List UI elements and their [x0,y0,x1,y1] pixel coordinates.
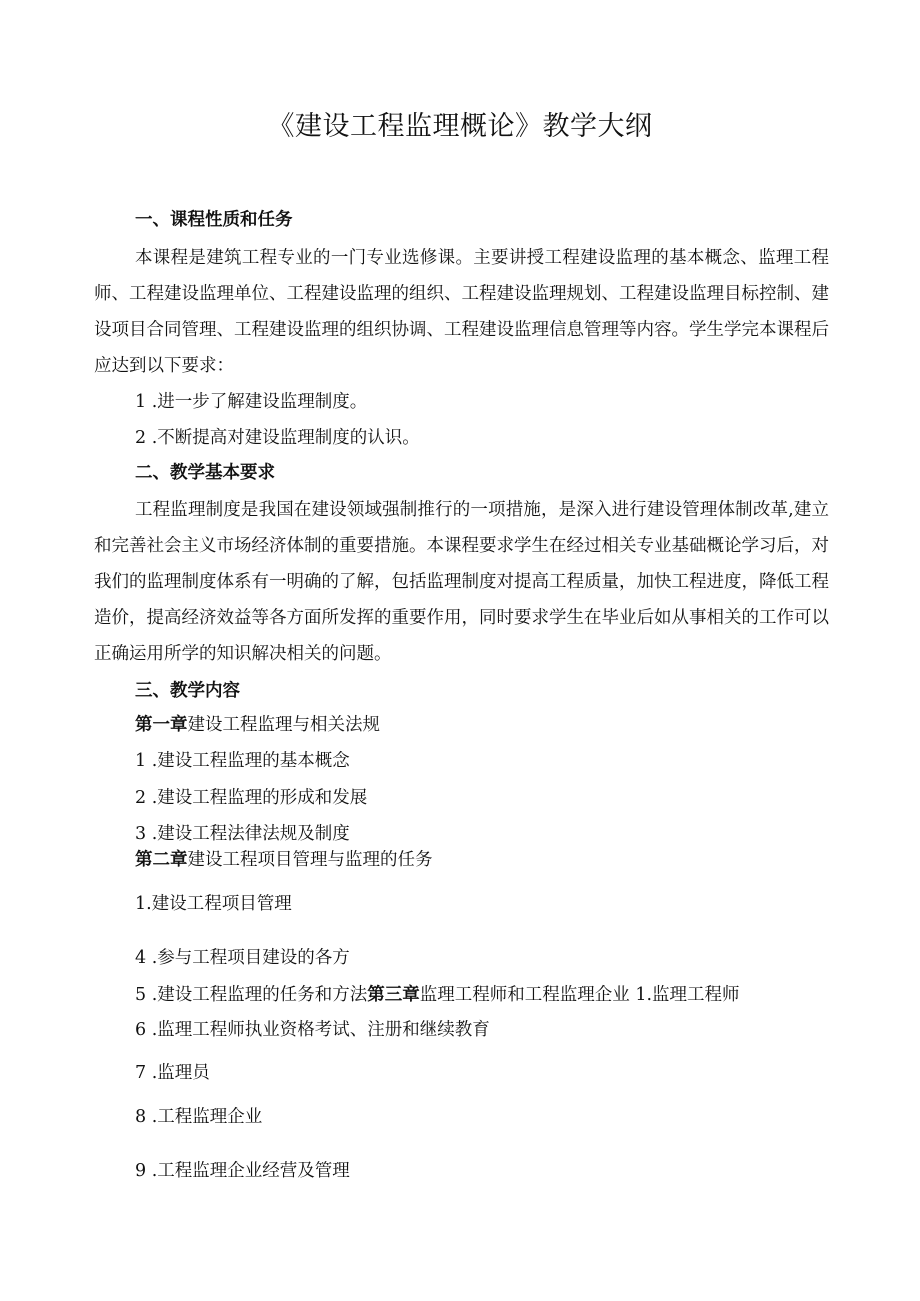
section-1-item-2: 2 .不断提高对建设监理制度的认识。 [135,428,420,448]
section-1-heading: 一、课程性质和任务 [135,210,293,230]
section-2-heading: 二、教学基本要求 [135,463,275,483]
chapter-1-label: 第一章 [135,715,188,735]
section-1-paragraph: 本课程是建筑工程专业的一门专业选修课。主要讲授工程建设监理的基本概念、监理工程师、工程建设监理单位、工程建设监理的组织、工程建设监理规划、工程建设监理目标控制、建设项目合同管理、工程建设监理的组织协调、工程建设监理信息管理等内容。学生学完本课程后应达到以下要求： [94,248,829,376]
section-1-item-1: 1 .进一步了解建设监理制度。 [135,392,368,412]
list-item-5-text: 5 .建设工程监理的任务和方法 [135,985,368,1005]
chapter-1-item-3: 3 .建设工程法律法规及制度 [135,824,350,844]
list-item-4: 4 .参与工程项目建设的各方 [135,948,350,968]
chapter-1-heading [135,713,380,737]
list-item-8: 8 .工程监理企业 [135,1107,263,1127]
list-item-6: 6 .监理工程师执业资格考试、注册和继续教育 [135,1020,490,1040]
document-title: 《建设工程监理概论》教学大纲 [267,111,653,142]
chapter-2-label: 第二章 [135,850,188,870]
chapter-3-title: 监理工程师和工程监理企业 1.监理工程师 [419,985,740,1005]
section-3-heading: 三、教学内容 [135,681,240,701]
chapter-1-item-1: 1 .建设工程监理的基本概念 [135,751,350,771]
chapter-2-item-1: 1.建设工程项目管理 [135,894,292,914]
chapter-1-title: 建设工程监理与相关法规 [187,715,380,735]
chapter-1-item-2: 2 .建设工程监理的形成和发展 [135,788,368,808]
chapter-3-label: 第三章 [367,985,420,1005]
chapter-2-heading [135,848,433,872]
list-item-5 [135,983,740,1007]
section-2-paragraph: 工程监理制度是我国在建设领域强制推行的一项措施，是深入进行建设管理体制改革,建立和完善社会主义市场经济体制的重要措施。本课程要求学生在经过相关专业基础概论学习后，对我们的监理制度体系有一明确的了解，包括监理制度对提高工程质量，加快工程进度，降低工程造价，提高经济效益等各方面所发挥的重要作用，同时要求学生在毕业后如从事相关的工作可以正确运用所学的知识解决相关的问题。 [94,500,829,664]
chapter-2-title: 建设工程项目管理与监理的任务 [187,850,433,870]
list-item-9: 9 .工程监理企业经营及管理 [135,1161,350,1181]
list-item-7: 7 .监理员 [135,1063,210,1083]
